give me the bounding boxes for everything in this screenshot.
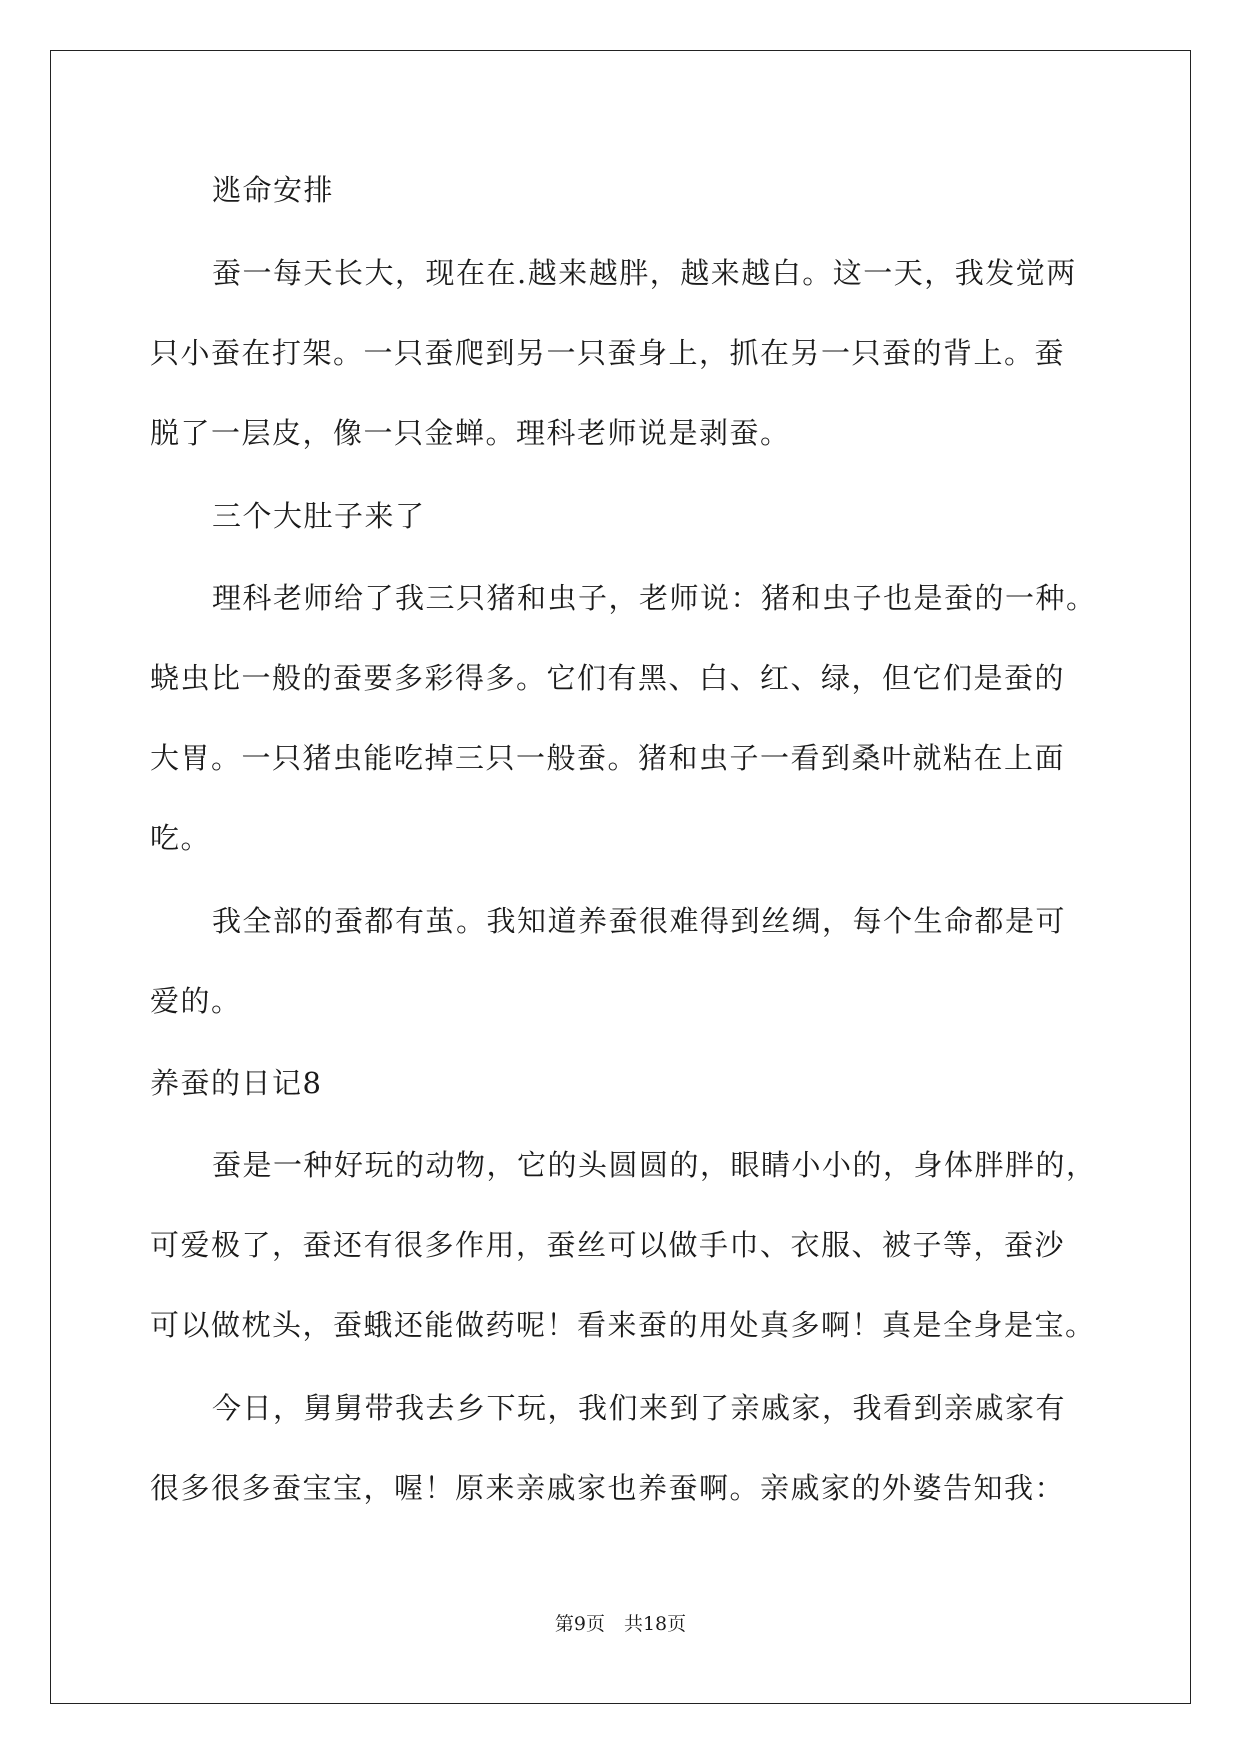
paragraph-line: 只小蚕在打架。一只蚕爬到另一只蚕身上，抓在另一只蚕的背上。蚕 [150,336,1066,370]
paragraph-line: 理科老师给了我三只猪和虫子，老师说：猪和虫子也是蚕的一种。 [212,581,1097,615]
paragraph-line: 爱的。 [150,984,242,1018]
paragraph-line: 可以做枕头，蚕蛾还能做药呢！看来蚕的用处真多啊！真是全身是宝。 [150,1308,1096,1342]
section-subtitle: 三个大肚子来了 [212,499,426,533]
page-border [50,50,1191,1704]
page-number-footer: 第9页 共18页 [554,1613,687,1635]
paragraph-line: 蚕一每天长大，现在在.越来越胖，越来越白。这一天，我发觉两 [212,256,1077,290]
section-subtitle: 逃命安排 [212,173,335,207]
diary-heading: 养蚕的日记8 [150,1066,323,1100]
paragraph-line: 蚕是一种好玩的动物，它的头圆圆的，眼睛小小的，身体胖胖的， [212,1148,1097,1182]
paragraph-line: 可爱极了，蚕还有很多作用，蚕丝可以做手巾、衣服、被子等，蚕沙 [150,1228,1066,1262]
paragraph-line: 我全部的蚕都有茧。我知道养蚕很难得到丝绸，每个生命都是可 [212,904,1067,938]
paragraph-line: 今日，舅舅带我去乡下玩，我们来到了亲戚家，我看到亲戚家有 [212,1391,1067,1425]
paragraph-line: 吃。 [150,821,212,855]
paragraph-line: 脱了一层皮，像一只金蝉。理科老师说是剥蚕。 [150,416,791,450]
paragraph-line: 很多很多蚕宝宝，喔！原来亲戚家也养蚕啊。亲戚家的外婆告知我： [150,1471,1066,1505]
paragraph-line: 蛲虫比一般的蚕要多彩得多。它们有黑、白、红、绿，但它们是蚕的 [150,661,1066,695]
paragraph-line: 大胃。一只猪虫能吃掉三只一般蚕。猪和虫子一看到桑叶就粘在上面 [150,741,1066,775]
